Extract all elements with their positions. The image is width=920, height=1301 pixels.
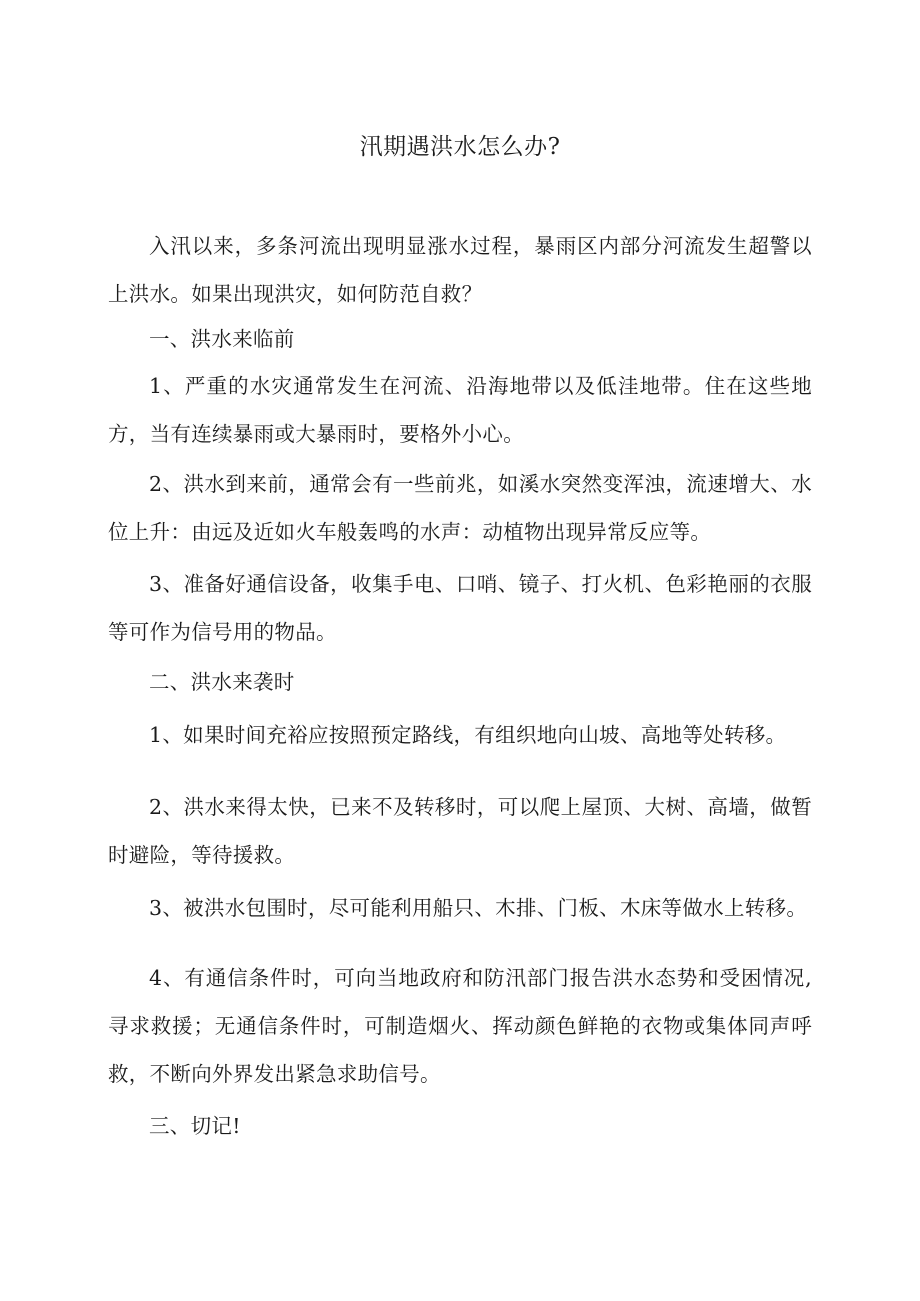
section2-item-2: 2、洪水来得太快，已来不及转移时，可以爬上屋顶、大树、高墙，做暂时避险，等待援救。 <box>108 795 812 867</box>
section-heading-before-flood: 一、洪水来临前 <box>149 327 295 351</box>
intro-paragraph: 入汛以来，多条河流出现明显涨水过程，暴雨区内部分河流发生超警以上洪水。如果出现洪灾，如何防范自救？ <box>108 234 812 306</box>
section-heading-during-flood: 二、洪水来袭时 <box>149 670 295 694</box>
section1-item-3: 3、准备好通信设备，收集手电、口哨、镜子、打火机、色彩艳丽的衣服等可作为信号用的物品。 <box>108 572 812 644</box>
section1-item-2: 2、洪水到来前，通常会有一些前兆，如溪水突然变浑浊，流速增大、水位上升：由远及近如火车般轰鸣的水声：动植物出现异常反应等。 <box>108 472 812 544</box>
document-title: 汛期遇洪水怎么办? <box>359 134 561 160</box>
section2-item-1: 1、如果时间充裕应按照预定路线，有组织地向山坡、高地等处转移。 <box>149 723 787 747</box>
section2-item-4: 4、有通信条件时，可向当地政府和防汛部门报告洪水态势和受困情况,寻求救援；无通信条件时，可制造烟火、挥动颜色鲜艳的衣物或集体同声呼救，不断向外界发出紧急求助信号。 <box>108 966 812 1086</box>
section2-item-3: 3、被洪水包围时，尽可能利用船只、木排、门板、木床等做水上转移。 <box>149 896 808 920</box>
section-heading-remember: 三、切记! <box>149 1114 241 1138</box>
section1-item-1: 1、严重的水灾通常发生在河流、沿海地带以及低洼地带。住在这些地方，当有连续暴雨或大暴雨时，要格外小心。 <box>108 374 812 446</box>
